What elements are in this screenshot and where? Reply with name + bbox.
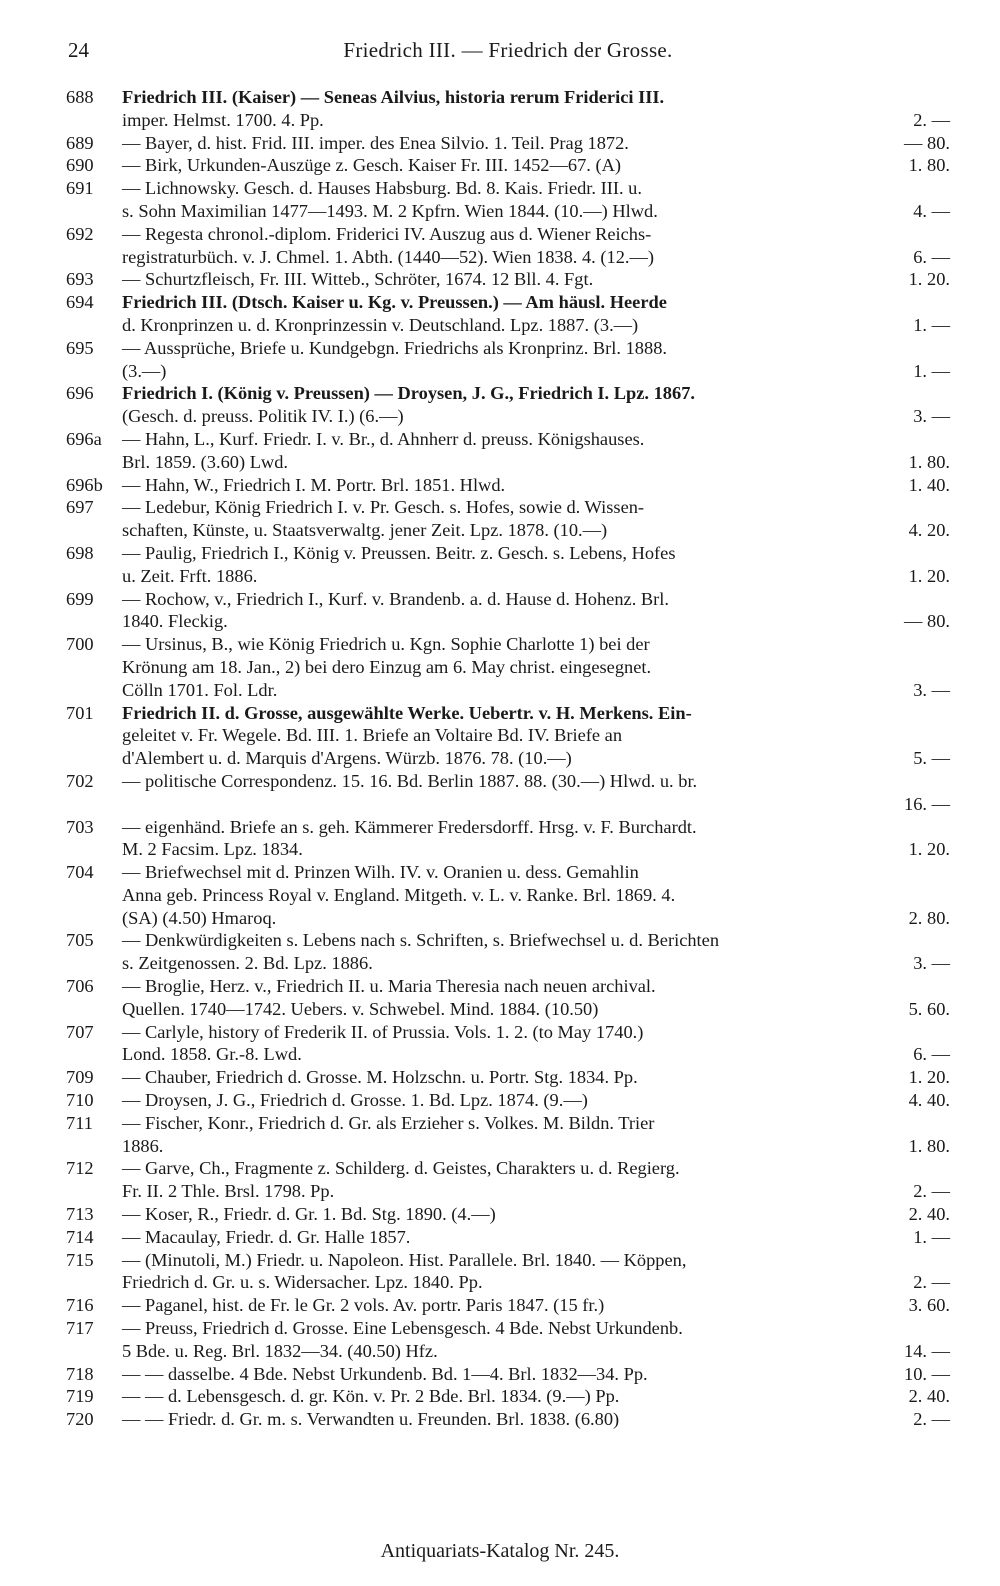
catalog-entry — [0, 496, 1000, 542]
entry-line — [0, 1157, 1000, 1180]
entry-number: 703 — [66, 816, 94, 837]
catalog-entry — [0, 428, 1000, 474]
entry-text: Anna geb. Princess Royal v. England. Mitgeth. v. L. v. Ranke. Brl. 1869. 4. — [122, 884, 676, 905]
catalog-entry — [0, 588, 1000, 634]
entry-text: Cölln 1701. Fol. Ldr. — [122, 679, 278, 700]
catalog-entry — [0, 1294, 1000, 1317]
entry-number: 693 — [66, 269, 94, 290]
entry-text: Friedrich I. (König v. Preussen) — Droysen, J. G., Friedrich I. Lpz. 1867. — [122, 383, 695, 404]
entry-text: schaften, Künste, u. Staatsverwaltg. jener Zeit. Lpz. 1878. (10.—) — [122, 520, 608, 541]
catalog-entry — [0, 1021, 1000, 1067]
entry-text: 5 Bde. u. Reg. Brl. 1832—34. (40.50) Hfz. — [122, 1340, 438, 1361]
entry-price: 1. 40. — [908, 474, 950, 495]
entry-line — [0, 223, 1000, 246]
entry-text: — Bayer, d. hist. Frid. III. imper. des Enea Silvio. 1. Teil. Prag 1872. — [122, 132, 629, 153]
entry-line — [0, 861, 1000, 884]
entry-line — [0, 929, 1000, 952]
entry-text: — Ledebur, König Friedrich I. v. Pr. Gesch. s. Hofes, sowie d. Wissen- — [122, 497, 645, 518]
entry-price: 1. — — [913, 1226, 950, 1247]
entry-line — [0, 610, 1000, 633]
entry-line — [0, 1021, 1000, 1044]
entry-text: — politische Correspondenz. 15. 16. Bd. Berlin 1887. 88. (30.—) Hlwd. u. br. — [122, 770, 698, 791]
entry-line — [0, 884, 1000, 907]
entry-price: 2. 80. — [908, 907, 950, 928]
entry-line — [0, 1317, 1000, 1340]
entry-text: — Broglie, Herz. v., Friedrich II. u. Maria Theresia nach neuen archival. — [122, 976, 656, 997]
entry-text: Friedrich II. d. Grosse, ausgewählte Werke. Uebertr. v. H. Merkens. Ein- — [122, 702, 692, 723]
entry-line — [0, 1226, 1000, 1249]
entry-price: 1. — — [913, 314, 950, 335]
entry-line — [0, 998, 1000, 1021]
entry-text: Krönung am 18. Jan., 2) bei dero Einzug am 6. May christ. eingesegnet. — [122, 656, 652, 677]
entry-text: — Paulig, Friedrich I., König v. Preussen. Beitr. z. Gesch. s. Lebens, Hofes — [122, 542, 676, 563]
entry-price: 2. — — [913, 1181, 950, 1202]
entry-line — [0, 838, 1000, 861]
entry-text: d. Kronprinzen u. d. Kronprinzessin v. Deutschland. Lpz. 1887. (3.—) — [122, 314, 639, 335]
catalog-entry — [0, 154, 1000, 177]
entry-text: — Koser, R., Friedr. d. Gr. 1. Bd. Stg. 1890. (4.—) — [122, 1204, 496, 1225]
entry-line — [0, 975, 1000, 998]
entry-number: 696b — [66, 474, 103, 495]
catalog-entry — [0, 1157, 1000, 1203]
entry-price: 2. — — [913, 109, 950, 130]
entry-line — [0, 177, 1000, 200]
entry-line — [0, 1408, 1000, 1431]
entry-line — [0, 474, 1000, 497]
catalog-entry — [0, 542, 1000, 588]
entry-line — [0, 1203, 1000, 1226]
entry-text: Lond. 1858. Gr.-8. Lwd. — [122, 1044, 302, 1065]
entry-line — [0, 360, 1000, 383]
entry-text: d'Alembert u. d. Marquis d'Argens. Würzb. 1876. 78. (10.—) — [122, 748, 572, 769]
entry-text: — Denkwürdigkeiten s. Lebens nach s. Schriften, s. Briefwechsel u. d. Berichten — [122, 930, 720, 951]
entry-text: — Chauber, Friedrich d. Grosse. M. Holzschn. u. Portr. Stg. 1834. Pp. — [122, 1067, 638, 1088]
entry-line — [0, 679, 1000, 702]
entry-text: — Hahn, L., Kurf. Friedr. I. v. Br., d. Ahnherr d. preuss. Königshauses. — [122, 428, 645, 449]
entry-line — [0, 86, 1000, 109]
entry-price: 3. 60. — [908, 1295, 950, 1316]
entry-number: 692 — [66, 223, 94, 244]
entry-text: — — d. Lebensgesch. d. gr. Kön. v. Pr. 2 Bde. Brl. 1834. (9.—) Pp. — [122, 1386, 620, 1407]
entry-text: — Macaulay, Friedr. d. Gr. Halle 1857. — [122, 1226, 411, 1247]
entry-text: — Birk, Urkunden-Auszüge z. Gesch. Kaiser Fr. III. 1452—67. (A) — [122, 155, 621, 176]
entry-text: geleitet v. Fr. Wegele. Bd. III. 1. Briefe an Voltaire Bd. IV. Briefe an — [122, 725, 623, 746]
entry-text: Friedrich III. (Kaiser) — Seneas Ailvius, historia rerum Friderici III. — [122, 87, 665, 107]
entry-line — [0, 1294, 1000, 1317]
catalog-entry — [0, 1317, 1000, 1363]
entry-text: — Droysen, J. G., Friedrich d. Grosse. 1. Bd. Lpz. 1874. (9.—) — [122, 1090, 588, 1111]
entry-number: 714 — [66, 1226, 94, 1247]
entry-line — [0, 154, 1000, 177]
entry-price: 1. 20. — [908, 839, 950, 860]
entry-number: 705 — [66, 930, 94, 951]
entry-price: — 80. — [904, 132, 950, 153]
catalog-entry — [0, 86, 1000, 132]
entry-text: Friedrich d. Gr. u. s. Widersacher. Lpz. 1840. Pp. — [122, 1272, 483, 1293]
catalog-entry — [0, 975, 1000, 1021]
entry-number: 695 — [66, 337, 94, 358]
running-title: Friedrich III. — Friedrich der Grosse. — [343, 38, 673, 62]
catalog-entry — [0, 1066, 1000, 1089]
entry-price: 1. 80. — [908, 1135, 950, 1156]
entry-line — [0, 1089, 1000, 1112]
entry-price: — 80. — [904, 611, 950, 632]
page-header — [68, 38, 948, 68]
catalog-entry — [0, 177, 1000, 223]
entry-price: 16. — — [904, 793, 950, 814]
catalog-entry — [0, 1408, 1000, 1431]
catalog-entry — [0, 382, 1000, 428]
entry-line — [0, 451, 1000, 474]
entry-number: 717 — [66, 1318, 94, 1339]
entry-number: 691 — [66, 178, 94, 199]
entry-number: 715 — [66, 1249, 94, 1270]
entry-text: — Fischer, Konr., Friedrich d. Gr. als Erzieher s. Volkes. M. Bildn. Trier — [122, 1112, 655, 1133]
page-number: 24 — [68, 38, 89, 62]
entry-number: 712 — [66, 1158, 94, 1179]
entry-price: 3. — — [913, 679, 950, 700]
entry-price: 1. — — [913, 360, 950, 381]
catalog-entry — [0, 1203, 1000, 1226]
entry-text: s. Sohn Maximilian 1477—1493. M. 2 Kpfrn. Wien 1844. (10.—) Hlwd. — [122, 200, 658, 221]
entry-price: 1. 80. — [908, 451, 950, 472]
entry-text: — Hahn, W., Friedrich I. M. Portr. Brl. 1851. Hlwd. — [122, 474, 506, 495]
entry-text: registraturbüch. v. J. Chmel. 1. Abth. (1440—52). Wien 1838. 4. (12.—) — [122, 246, 655, 267]
entry-number: 697 — [66, 497, 94, 518]
catalog-entry — [0, 702, 1000, 770]
entry-price: 5. — — [913, 748, 950, 769]
entry-number: 716 — [66, 1295, 94, 1316]
entry-line — [0, 1340, 1000, 1363]
catalog-entry — [0, 633, 1000, 701]
entry-price: 10. — — [904, 1363, 950, 1384]
entry-number: 719 — [66, 1386, 94, 1407]
entry-text: (SA) (4.50) Hmaroq. — [122, 907, 277, 928]
catalog-entry — [0, 1363, 1000, 1386]
entry-text: Brl. 1859. (3.60) Lwd. — [122, 451, 289, 472]
entry-number: 694 — [66, 292, 94, 313]
entry-line — [0, 907, 1000, 930]
entry-text: (3.—) — [122, 360, 167, 381]
entry-number: 704 — [66, 862, 94, 883]
entry-price: 1. 20. — [908, 565, 950, 586]
entry-number: 709 — [66, 1067, 94, 1088]
entry-price: 2. — — [913, 1272, 950, 1293]
entry-line — [0, 1363, 1000, 1386]
entry-line — [0, 519, 1000, 542]
entry-text: — Preuss, Friedrich d. Grosse. Eine Lebensgesch. 4 Bde. Nebst Urkundenb. — [122, 1318, 683, 1339]
entry-number: 700 — [66, 634, 94, 655]
catalog-entry — [0, 929, 1000, 975]
entry-price: 6. — — [913, 246, 950, 267]
catalog-entry — [0, 132, 1000, 155]
entry-line — [0, 246, 1000, 269]
catalog-entry — [0, 1089, 1000, 1112]
catalog-entry — [0, 223, 1000, 269]
entry-text: imper. Helmst. 1700. 4. Pp. — [122, 109, 324, 130]
entry-price: 3. — — [913, 953, 950, 974]
catalog-entry — [0, 268, 1000, 291]
entry-number: 699 — [66, 588, 94, 609]
entry-text: (Gesch. d. preuss. Politik IV. I.) (6.—) — [122, 406, 404, 427]
entry-line — [0, 405, 1000, 428]
catalog-entry — [0, 861, 1000, 929]
entry-number: 702 — [66, 770, 94, 791]
entry-text: — eigenhänd. Briefe an s. geh. Kämmerer Fredersdorff. Hrsg. v. F. Burchardt. — [122, 816, 697, 837]
entry-number: 698 — [66, 542, 94, 563]
catalog-entry — [0, 770, 1000, 816]
entry-line — [0, 314, 1000, 337]
catalog-entries — [0, 86, 1000, 1431]
entry-line — [0, 747, 1000, 770]
entry-price: 3. — — [913, 406, 950, 427]
entry-text: Friedrich III. (Dtsch. Kaiser u. Kg. v. Preussen.) — Am häusl. Heerde — [122, 292, 667, 313]
entry-text: — Paganel, hist. de Fr. le Gr. 2 vols. Av. portr. Paris 1847. (15 fr.) — [122, 1295, 605, 1316]
entry-line — [0, 1043, 1000, 1066]
entry-line — [0, 656, 1000, 679]
entry-line — [0, 1112, 1000, 1135]
entry-text: — (Minutoli, M.) Friedr. u. Napoleon. Hist. Parallele. Brl. 1840. — Köppen, — [122, 1249, 687, 1270]
entry-text: — Regesta chronol.-diplom. Friderici IV. Auszug aus d. Wiener Reichs- — [122, 223, 652, 244]
entry-number: 689 — [66, 132, 94, 153]
entry-line — [0, 770, 1000, 793]
page-footer: Antiquariats-Katalog Nr. 245. — [380, 1540, 620, 1562]
entry-line — [0, 542, 1000, 565]
entry-line — [0, 1249, 1000, 1272]
entry-line — [0, 337, 1000, 360]
entry-line — [0, 633, 1000, 656]
entry-line — [0, 952, 1000, 975]
entry-line — [0, 132, 1000, 155]
entry-text: — Briefwechsel mit d. Prinzen Wilh. IV. v. Oranien u. dess. Gemahlin — [122, 862, 639, 883]
entry-line — [0, 1066, 1000, 1089]
entry-line — [0, 382, 1000, 405]
entry-number: 711 — [66, 1112, 93, 1133]
entry-line — [0, 1135, 1000, 1158]
entry-line — [0, 428, 1000, 451]
entry-price: 2. 40. — [908, 1386, 950, 1407]
entry-number: 701 — [66, 702, 94, 723]
entry-line — [0, 702, 1000, 725]
entry-number: 688 — [66, 87, 94, 107]
catalog-entry — [0, 1385, 1000, 1408]
entry-line — [0, 793, 1000, 816]
entry-price: 1. 20. — [908, 269, 950, 290]
entry-text: — Lichnowsky. Gesch. d. Hauses Habsburg. Bd. 8. Kais. Friedr. III. u. — [122, 178, 642, 199]
entry-price: 1. 80. — [908, 155, 950, 176]
entry-text: 1886. — [122, 1135, 164, 1156]
catalog-entry — [0, 291, 1000, 337]
entry-line — [0, 291, 1000, 314]
entry-number: 713 — [66, 1204, 94, 1225]
catalog-entry — [0, 816, 1000, 862]
entry-text: M. 2 Facsim. Lpz. 1834. — [122, 839, 303, 860]
entry-number: 710 — [66, 1090, 94, 1111]
catalog-entry — [0, 337, 1000, 383]
entry-line — [0, 268, 1000, 291]
catalog-entry — [0, 474, 1000, 497]
entry-price: 2. 40. — [908, 1204, 950, 1225]
entry-price: 4. 20. — [908, 520, 950, 541]
entry-text: 1840. Fleckig. — [122, 611, 228, 632]
entry-text: — Rochow, v., Friedrich I., Kurf. v. Brandenb. a. d. Hause d. Hohenz. Brl. — [122, 588, 669, 609]
entry-line — [0, 1385, 1000, 1408]
entry-price: 5. 60. — [908, 998, 950, 1019]
entry-price: 1. 20. — [908, 1067, 950, 1088]
entry-number: 720 — [66, 1409, 94, 1430]
entry-price: 2. — — [913, 1409, 950, 1430]
entry-text: — Garve, Ch., Fragmente z. Schilderg. d. Geistes, Charakters u. d. Regierg. — [122, 1158, 680, 1179]
catalog-entry — [0, 1112, 1000, 1158]
entry-price: 4. 40. — [908, 1090, 950, 1111]
entry-text: — Aussprüche, Briefe u. Kundgebgn. Friedrichs als Kronprinz. Brl. 1888. — [122, 337, 667, 358]
entry-price: 14. — — [904, 1340, 950, 1361]
entry-line — [0, 816, 1000, 839]
entry-text: s. Zeitgenossen. 2. Bd. Lpz. 1886. — [122, 953, 373, 974]
entry-line — [0, 1271, 1000, 1294]
entry-number: 707 — [66, 1021, 94, 1042]
entry-line — [0, 1180, 1000, 1203]
entry-price: 6. — — [913, 1044, 950, 1065]
entry-line — [0, 200, 1000, 223]
entry-line — [0, 109, 1000, 132]
entry-number: 696 — [66, 383, 94, 404]
entry-number: 690 — [66, 155, 94, 176]
entry-line — [0, 724, 1000, 747]
entry-line — [0, 588, 1000, 611]
entry-line — [0, 565, 1000, 588]
entry-text: — Ursinus, B., wie König Friedrich u. Kgn. Sophie Charlotte 1) bei der — [122, 634, 650, 655]
entry-number: 706 — [66, 976, 94, 997]
entry-text: — — Friedr. d. Gr. m. s. Verwandten u. Freunden. Brl. 1838. (6.80) — [122, 1409, 620, 1430]
entry-text: Fr. II. 2 Thle. Brsl. 1798. Pp. — [122, 1181, 335, 1202]
entry-number: 718 — [66, 1363, 94, 1384]
entry-text: — Schurtzfleisch, Fr. III. Witteb., Schröter, 1674. 12 Bll. 4. Fgt. — [122, 269, 594, 290]
entry-number: 696a — [66, 428, 102, 449]
entry-line — [0, 496, 1000, 519]
entry-text: — — dasselbe. 4 Bde. Nebst Urkundenb. Bd. 1—4. Brl. 1832—34. Pp. — [122, 1363, 648, 1384]
catalog-entry — [0, 1249, 1000, 1295]
entry-text: — Carlyle, history of Frederik II. of Prussia. Vols. 1. 2. (to May 1740.) — [122, 1021, 644, 1042]
entry-text: u. Zeit. Frft. 1886. — [122, 565, 258, 586]
entry-text: Quellen. 1740—1742. Uebers. v. Schwebel. Mind. 1884. (10.50) — [122, 998, 599, 1019]
entry-price: 4. — — [913, 200, 950, 221]
catalog-entry — [0, 1226, 1000, 1249]
